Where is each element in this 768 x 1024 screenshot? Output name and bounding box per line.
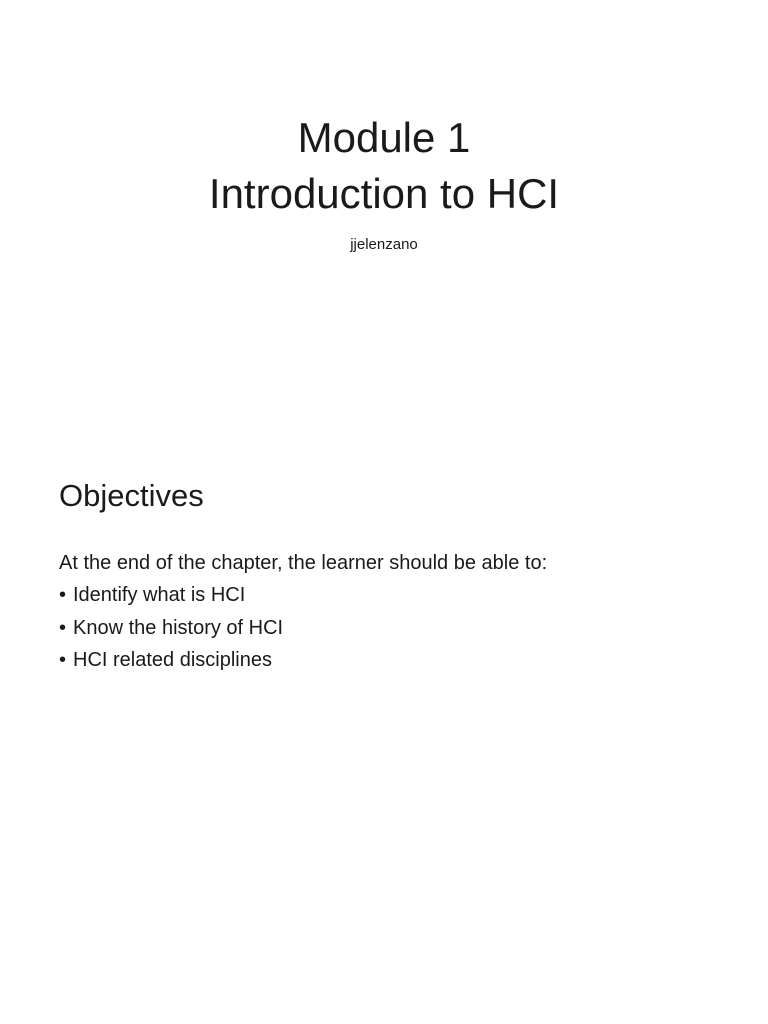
list-item xyxy=(59,579,768,612)
list-item-text: HCI related disciplines xyxy=(73,649,272,671)
list-item xyxy=(59,644,768,677)
list-item-text: Identify what is HCI xyxy=(73,584,246,606)
objectives-slide xyxy=(0,470,768,677)
objectives-heading: Objectives xyxy=(59,478,204,513)
bullet-icon: • xyxy=(59,584,67,606)
objectives-list xyxy=(0,579,768,677)
author-name: jjelenzano xyxy=(350,236,418,253)
list-item xyxy=(59,612,768,645)
title-slide xyxy=(0,110,768,410)
slide-title-line-2: Introduction to HCI xyxy=(208,170,560,217)
slide-title-line-1: Module 1 xyxy=(297,114,471,161)
list-item-text: Know the history of HCI xyxy=(73,616,284,639)
bullet-icon: • xyxy=(59,649,67,671)
objectives-intro: At the end of the chapter, the learner should be able to: xyxy=(59,552,548,574)
bullet-icon: • xyxy=(59,616,67,639)
